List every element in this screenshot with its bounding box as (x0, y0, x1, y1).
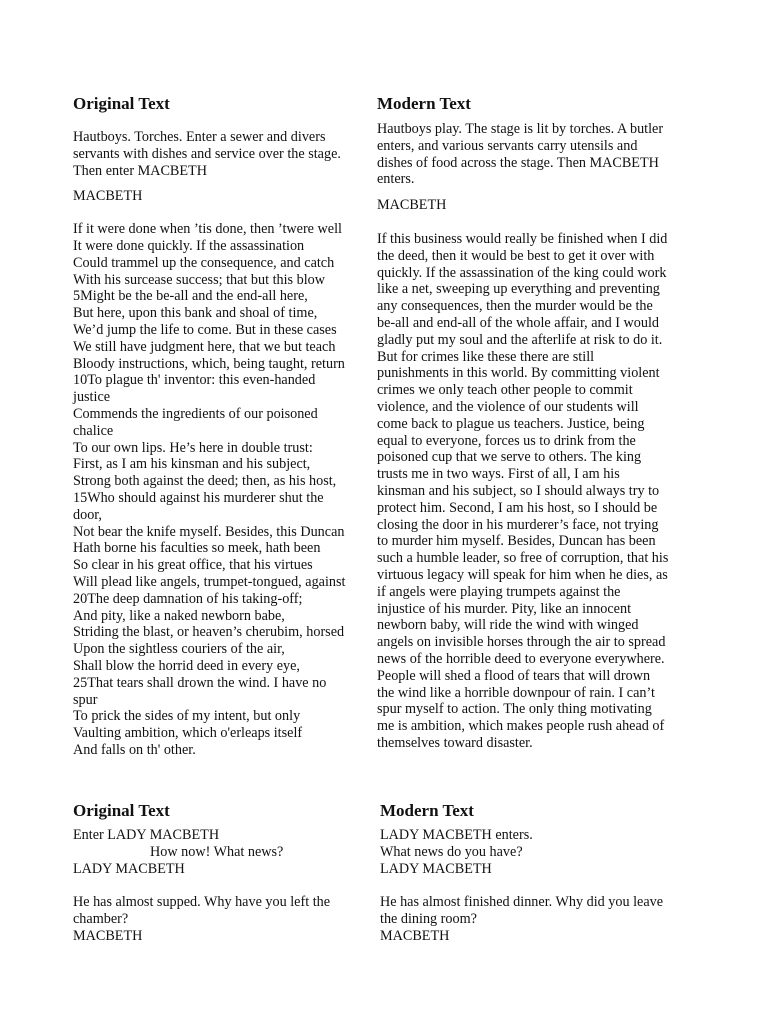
text-line: To our own lips. He’s here in double trust: (73, 439, 313, 456)
text-line: news of the horrible deed to everyone everywhere. (377, 650, 665, 667)
text-line: Bloody instructions, which, being taught, return (73, 355, 345, 372)
text-line: It were done quickly. If the assassination (73, 237, 305, 254)
original-text-heading: Original Text (73, 94, 170, 113)
text-line: 15Who should against his murderer shut the (73, 489, 324, 506)
text-line: the wind like a horrible downpour of rain. I can’t (377, 684, 655, 701)
text-line: Not bear the knife myself. Besides, this Duncan (73, 523, 345, 540)
speaker-name: MACBETH (73, 188, 143, 205)
text-line: Hautboys. Torches. Enter a sewer and divers (73, 129, 326, 145)
text-line: Strong both against the deed; then, as his host, (73, 473, 337, 490)
text-line: Then enter MACBETH (73, 162, 207, 179)
text-line: We’d jump the life to come. But in these cases (73, 321, 337, 338)
text-line: Striding the blast, or heaven’s cherubim, horsed (73, 624, 345, 641)
modern-text-column-1 (377, 94, 695, 752)
text-line: 25That tears shall drown the wind. I have no (73, 674, 327, 691)
text-line: themselves toward disaster. (377, 734, 533, 751)
text-line: First, as I am his kinsman and his subject, (73, 456, 311, 473)
text-line: Commends the ingredients of our poisoned (73, 405, 318, 422)
text-line: Vaulting ambition, which o'erleaps itself (73, 725, 303, 742)
entry-direction: Enter LADY MACBETH (73, 827, 220, 843)
text-line: door, (73, 506, 102, 523)
text-line: justice (73, 389, 111, 406)
dialogue-line: He has almost finished dinner. Why did you leave (380, 894, 664, 911)
text-line: like a net, sweeping up everything and preventing (377, 281, 660, 298)
stage-direction (377, 121, 695, 188)
modern-text-heading: Modern Text (377, 94, 471, 113)
text-line: equal to everyone, forces us to drink from the (377, 432, 636, 449)
text-line: Upon the sightless couriers of the air, (73, 641, 285, 658)
text-line: And falls on th' other. (73, 741, 196, 758)
text-line: such a humble leader, so free of corruption, that his (377, 550, 669, 567)
text-line: punishments in this world. By committing violent (377, 365, 660, 382)
text-line: If this business would really be finished when I did (377, 230, 668, 247)
speaker-name: LADY MACBETH (73, 860, 185, 877)
text-line: angels on invisible horses through the air to spread (377, 634, 666, 651)
text-line: protect him. Second, I am his host, so I should be (377, 499, 658, 516)
speech-lines (73, 221, 373, 759)
dialogue-line: He has almost supped. Why have you left the (73, 894, 331, 911)
speaker-name: MACBETH (73, 927, 143, 944)
text-line: Hath borne his faculties so meek, hath been (73, 540, 321, 557)
text-line: the deed, then it would be best to get it over with (377, 247, 655, 264)
text-line: People will shed a flood of tears that will drown (377, 667, 651, 684)
text-line: Hautboys play. The stage is lit by torches. A butler (377, 121, 664, 137)
text-line: With his surcease success; that but this blow (73, 271, 326, 288)
text-line: enters, and various servants carry utensils and (377, 137, 638, 154)
text-line: Shall blow the horrid deed in every eye, (73, 657, 300, 674)
text-line: violence, and the violence of our students will (377, 398, 639, 415)
modern-text-column-2 (380, 801, 698, 945)
text-line: crimes we only teach other people to commit (377, 382, 633, 399)
text-line: 20The deep damnation of his taking-off; (73, 590, 303, 607)
text-line: dishes of food across the stage. Then MACBETH (377, 154, 659, 171)
original-text-heading: Original Text (73, 801, 170, 820)
text-line: Could trammel up the consequence, and catch (73, 254, 335, 271)
speech-lines (377, 231, 695, 752)
text-line: virtuous legacy will speak for him when he dies, as (377, 566, 668, 583)
text-line: be-all and end-all of the whole affair, and I would (377, 314, 660, 331)
text-line: But for crimes like these there are still (377, 348, 595, 365)
text-line: poisoned cup that we serve to others. The king (377, 449, 642, 466)
text-line: But here, upon this bank and shoal of time, (73, 305, 318, 322)
text-line: trusts me in two ways. First of all, I am his (377, 466, 620, 483)
dialogue-line: chamber? (73, 911, 129, 928)
entry-direction: LADY MACBETH enters. (380, 827, 533, 843)
text-line: newborn baby, will ride the wind with winged (377, 617, 639, 634)
speaker-name: MACBETH (380, 927, 450, 944)
text-line: To prick the sides of my intent, but only (73, 708, 301, 725)
text-line: 10To plague th' inventor: this even-handed (73, 372, 316, 389)
text-line: injustice of his murder. Pity, like an innocent (377, 600, 632, 617)
text-line: if angels were playing trumpets against the (377, 583, 621, 600)
text-line: kinsman and his subject, so I should always try to (377, 482, 660, 499)
original-text-column-1 (73, 94, 373, 759)
stage-direction (73, 129, 373, 179)
text-line: spur (73, 691, 98, 708)
modern-text-heading: Modern Text (380, 801, 474, 820)
text-line: gladly put my soul and the afterlife at risk to do it. (377, 331, 663, 348)
text-line: If it were done when ’tis done, then ’twere well (73, 221, 342, 238)
text-line: any consequences, then the murder would be the (377, 298, 653, 315)
text-line: We still have judgment here, that we but teach (73, 338, 336, 355)
speaker-name: MACBETH (377, 197, 447, 214)
text-line: me is ambition, which makes people rush ahead of (377, 718, 665, 735)
text-line: Will plead like angels, trumpet-tongued, against (73, 573, 346, 590)
original-text-column-2 (73, 801, 373, 945)
text-line: come back to plague us teachers. Justice, being (377, 415, 645, 432)
text-line: closing the door in his murderer’s face, not trying (377, 516, 659, 533)
dialogue-line: What news do you have? (380, 843, 523, 860)
dialogue-line: How now! What news? (150, 843, 284, 860)
text-line: to murder him myself. Besides, Duncan has been (377, 533, 656, 550)
text-line: quickly. If the assassination of the king could work (377, 264, 667, 281)
text-line: servants with dishes and service over the stage. (73, 145, 341, 162)
dialogue-line: the dining room? (380, 911, 477, 928)
text-line: 5Might be the be-all and the end-all here, (73, 288, 308, 305)
text-line: chalice (73, 422, 114, 439)
text-line: And pity, like a naked newborn babe, (73, 607, 285, 624)
text-line: enters. (377, 171, 415, 188)
speaker-name: LADY MACBETH (380, 860, 492, 877)
text-line: So clear in his great office, that his virtues (73, 557, 313, 574)
text-line: spur myself to action. The only thing motivating (377, 701, 652, 718)
